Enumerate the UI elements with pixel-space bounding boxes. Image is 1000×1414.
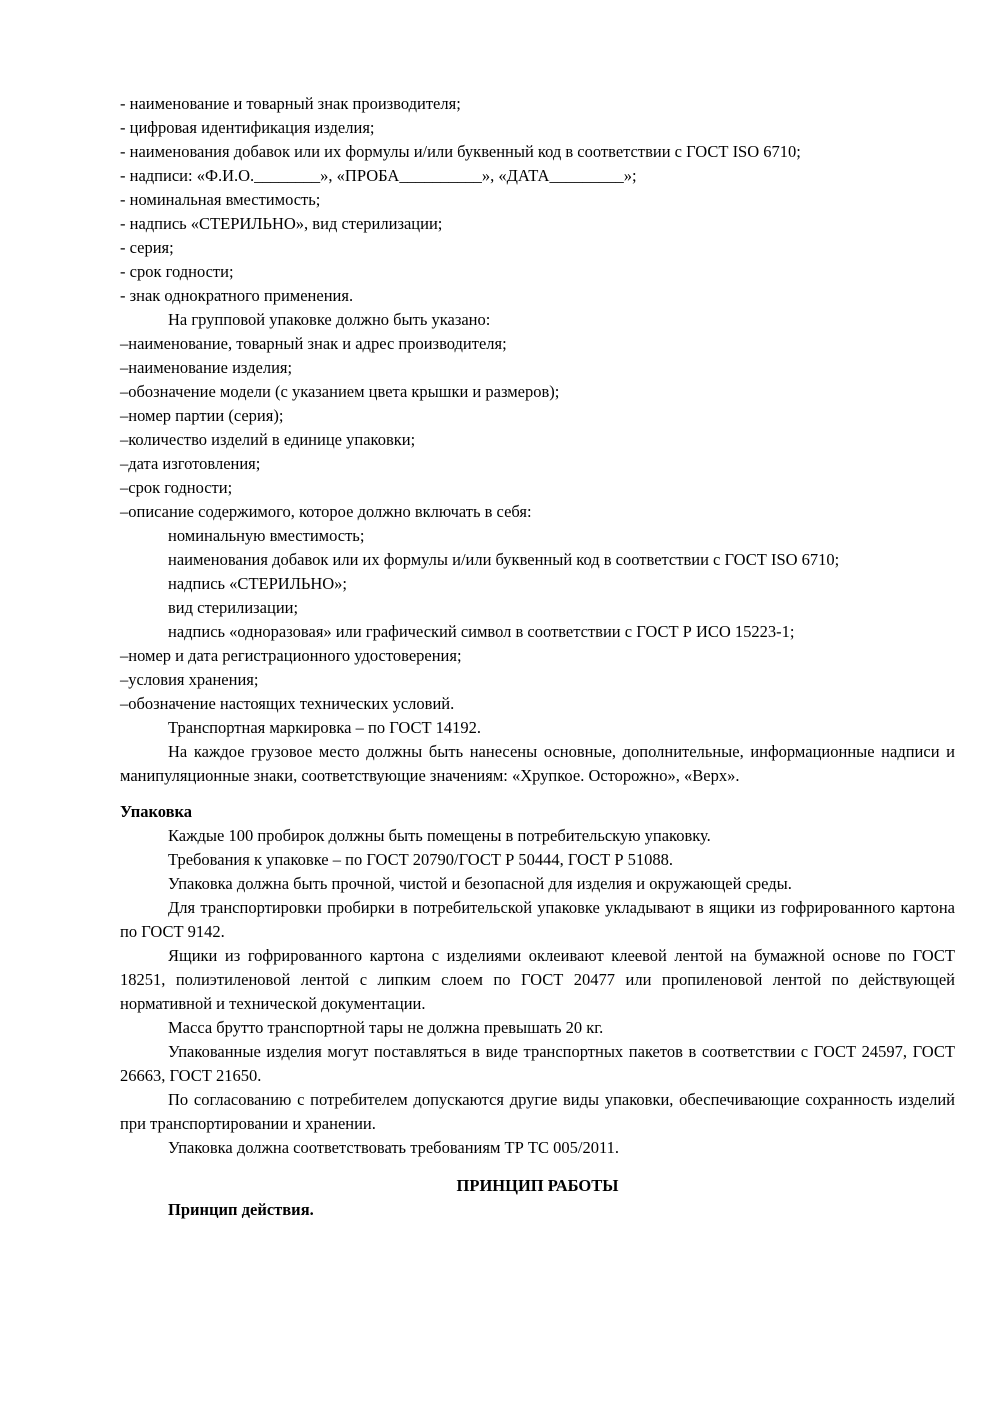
group-packaging-intro: На групповой упаковке должно быть указано: (168, 310, 491, 329)
list-item: - серия; (120, 238, 174, 257)
list-item: - срок годности; (120, 262, 234, 281)
cargo-marking-paragraph: На каждое грузовое место должны быть нанесены основные, дополнительные, информационные надписи и манипуляционные знаки, соответствующие значениям: «Хрупкое. Осторожно», «Верх». (120, 742, 955, 785)
packaging-paragraph: Масса брутто транспортной тары не должна превышать 20 кг. (168, 1018, 604, 1037)
group-packaging-list (120, 332, 955, 524)
list-item: –наименование изделия; (120, 358, 293, 377)
list-item: –описание содержимого, которое должно включать в себя: (120, 502, 532, 521)
packaging-paragraph: Упакованные изделия могут поставляться в виде транспортных пакетов в соответствии с ГОСТ 24597, ГОСТ 26663, ГОСТ 21650. (120, 1042, 955, 1085)
principle-lead: Принцип действия. (168, 1200, 314, 1219)
sublist-item: наименования добавок или их формулы и/или буквенный код в соответствии с ГОСТ ISO 6710; (168, 550, 840, 569)
list-item: –наименование, товарный знак и адрес производителя; (120, 334, 507, 353)
item-marking-list (120, 92, 955, 308)
packaging-paragraph: Для транспортировки пробирки в потребительской упаковке укладывают в ящики из гофрированного картона по ГОСТ 9142. (120, 898, 955, 941)
list-item: –номер партии (серия); (120, 406, 284, 425)
list-item: - номинальная вместимость; (120, 190, 321, 209)
packaging-paragraph: По согласованию с потребителем допускаются другие виды упаковки, обеспечивающие сохранность изделий при транспортировании и хранении. (120, 1090, 955, 1133)
list-item: - цифровая идентификация изделия; (120, 118, 375, 137)
list-item: –обозначение настоящих технических условий. (120, 694, 455, 713)
packaging-section (120, 824, 955, 1160)
packaging-paragraph: Упаковка должна соответствовать требованиям ТР ТС 005/2011. (168, 1138, 619, 1157)
transport-marking-line: Транспортная маркировка – по ГОСТ 14192. (168, 718, 482, 737)
list-item: –обозначение модели (с указанием цвета крышки и размеров); (120, 382, 560, 401)
sublist-item: надпись «СТЕРИЛЬНО»; (168, 574, 348, 593)
packaging-paragraph: Требования к упаковке – по ГОСТ 20790/ГОСТ Р 50444, ГОСТ Р 51088. (168, 850, 674, 869)
packaging-paragraph: Упаковка должна быть прочной, чистой и безопасной для изделия и окружающей среды. (168, 874, 792, 893)
principle-heading: ПРИНЦИП РАБОТЫ (456, 1176, 619, 1195)
packaging-paragraph: Каждые 100 пробирок должны быть помещены в потребительскую упаковку. (168, 826, 711, 845)
list-item: - надписи: «Ф.И.О.________», «ПРОБА__________», «ДАТА_________»; (120, 166, 637, 185)
list-item: - наименование и товарный знак производителя; (120, 94, 461, 113)
list-item: - наименования добавок или их формулы и/или буквенный код в соответствии с ГОСТ ISO 6710; (120, 142, 801, 161)
list-item: - знак однократного применения. (120, 286, 354, 305)
packaging-heading: Упаковка (120, 802, 193, 821)
group-packaging-list-2 (120, 644, 955, 716)
list-item: –количество изделий в единице упаковки; (120, 430, 416, 449)
list-item: - надпись «СТЕРИЛЬНО», вид стерилизации; (120, 214, 443, 233)
sublist-item: номинальную вместимость; (168, 526, 365, 545)
list-item: –дата изготовления; (120, 454, 261, 473)
list-item: –срок годности; (120, 478, 233, 497)
sublist-item: вид стерилизации; (168, 598, 299, 617)
contents-description-sublist (120, 524, 955, 644)
list-item: –номер и дата регистрационного удостоверения; (120, 646, 462, 665)
list-item: –условия хранения; (120, 670, 259, 689)
sublist-item: надпись «одноразовая» или графический символ в соответствии с ГОСТ Р ИСО 15223-1; (168, 622, 795, 641)
packaging-paragraph: Ящики из гофрированного картона с изделиями оклеивают клеевой лентой на бумажной основе по ГОСТ 18251, полиэтиленовой лентой с липким слоем по ГОСТ 20477 или пропиленовой лентой по действующей нормативной и технической документации. (120, 946, 955, 1013)
